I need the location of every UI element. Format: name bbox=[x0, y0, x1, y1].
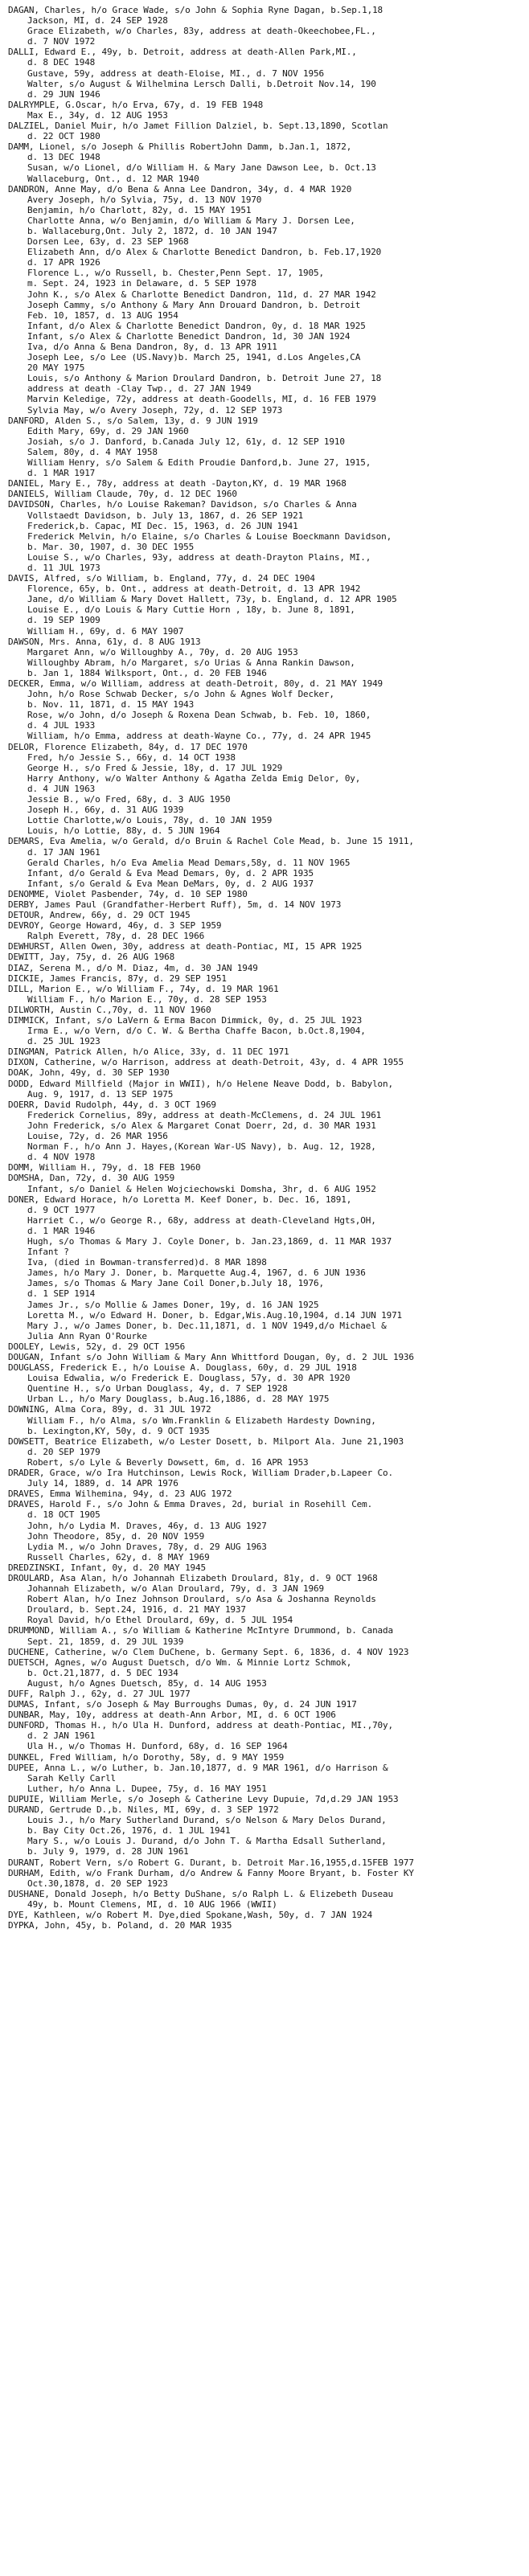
record-entry bbox=[8, 499, 523, 573]
record-heading-line: DURANT, Robert Vern, s/o Robert G. Durant, b. Detroit Mar.16,1955,d.15FEB 1977 bbox=[8, 1857, 414, 1868]
record-detail-line: Infant, d/o Alex & Charlotte Benedict Dandron, 0y, d. 18 MAR 1925 bbox=[27, 320, 366, 331]
record-detail-line: Ralph Everett, 78y, d. 28 DEC 1966 bbox=[27, 931, 205, 942]
record-detail-line: d. 4 JUL 1933 bbox=[27, 720, 96, 731]
record-detail-line: Florence L., w/o Russell, b. Chester,Penn Sept. 17, 1905, bbox=[27, 268, 324, 279]
record-heading-line: DRUMMOND, William A., s/o William & Katherine McIntyre Drummond, b. Canada bbox=[8, 1625, 393, 1636]
record-detail-line: August, h/o Agnes Duetsch, 85y, d. 14 AUG 1953 bbox=[27, 1677, 267, 1689]
record-detail-line: William H., 69y, d. 6 MAY 1907 bbox=[27, 625, 184, 637]
record-heading-line: DINGMAN, Patrick Allen, h/o Alice, 33y, d. 11 DEC 1971 bbox=[8, 1046, 289, 1058]
record-detail-line: b. Bay City Oct.26, 1976, d. 1 JUL 1941 bbox=[27, 1825, 231, 1837]
record-entry bbox=[8, 910, 523, 920]
record-heading-line: DALLI, Edward E., 49y, b. Detroit, address at death-Allen Park,MI., bbox=[8, 47, 357, 58]
record-entry bbox=[8, 984, 523, 1005]
record-detail-line: Florence, 65y, b. Ont., address at death-Detroit, d. 13 APR 1942 bbox=[27, 584, 361, 595]
record-entry bbox=[8, 1625, 523, 1646]
record-heading-line: DICKIE, James Francis, 87y, d. 29 SEP 1951 bbox=[8, 973, 227, 984]
record-heading-line: DUCHENE, Catherine, w/o Clem DuChene, b. Germany Sept. 6, 1836, d. 4 NOV 1923 bbox=[8, 1646, 409, 1657]
record-entry bbox=[8, 1794, 523, 1804]
record-entry bbox=[8, 1499, 523, 1562]
record-detail-line: d. 17 JAN 1961 bbox=[27, 846, 100, 858]
record-entry bbox=[8, 1889, 523, 1910]
record-entry bbox=[8, 573, 523, 637]
record-detail-line: b. Lexington,KY, 50y, d. 9 OCT 1935 bbox=[27, 1425, 210, 1436]
record-detail-line: Marvin Keledige, 72y, address at death-Goodells, MI, d. 16 FEB 1979 bbox=[27, 394, 376, 405]
record-detail-line: Gerald Charles, h/o Eva Amelia Mead Demars,58y, d. 11 NOV 1965 bbox=[27, 857, 351, 868]
record-detail-line: d. 7 NOV 1972 bbox=[27, 36, 96, 47]
record-entry bbox=[8, 1752, 523, 1763]
record-heading-line: DEWHURST, Allen Owen, 30y, address at death-Pontiac, MI, 15 APR 1925 bbox=[8, 941, 363, 952]
record-entry bbox=[8, 1699, 523, 1710]
record-entry bbox=[8, 1868, 523, 1889]
record-entry bbox=[8, 1436, 523, 1468]
record-detail-line: James Jr., s/o Mollie & James Doner, 19y, d. 16 JAN 1925 bbox=[27, 1299, 319, 1310]
record-detail-line: Urban L., h/o Mary Douglass, b.Aug.16,1886, d. 28 MAY 1975 bbox=[27, 1394, 330, 1405]
record-detail-line: Ula H., w/o Thomas H. Dunford, 68y, d. 16 SEP 1964 bbox=[27, 1741, 288, 1752]
record-entry bbox=[8, 1489, 523, 1499]
record-detail-line: d. 1 MAR 1917 bbox=[27, 468, 96, 479]
record-detail-line: Vollstaedt Davidson, b. July 13, 1867, d. 26 SEP 1921 bbox=[27, 510, 304, 521]
record-detail-line: Avery Joseph, h/o Sylvia, 75y, d. 13 NOV 1970 bbox=[27, 194, 262, 205]
record-detail-line: Elizabeth Ann, d/o Alex & Charlotte Benedict Dandron, b. Feb.17,1920 bbox=[27, 247, 382, 258]
record-detail-line: Robert, s/o Lyle & Beverly Dowsett, 6m, d. 16 APR 1953 bbox=[27, 1456, 309, 1468]
record-detail-line: Johannah Elizabeth, w/o Alan Droulard, 79y, d. 3 JAN 1969 bbox=[27, 1583, 324, 1595]
record-detail-line: Mary J., w/o James Doner, b. Dec.11,1871, d. 1 NOV 1949,d/o Michael & bbox=[27, 1320, 387, 1331]
record-detail-line: John Theodore, 85y, d. 20 NOV 1959 bbox=[27, 1530, 205, 1542]
record-heading-line: DOOLEY, Lewis, 52y, d. 29 OCT 1956 bbox=[8, 1341, 186, 1352]
record-heading-line: DRAVES, Harold F., s/o John & Emma Draves, 2d, burial in Rosehill Cem. bbox=[8, 1499, 373, 1510]
record-detail-line: Aug. 9, 1917, d. 13 SEP 1975 bbox=[27, 1088, 174, 1100]
record-heading-line: DALRYMPLE, G.Oscar, h/o Erva, 67y, d. 19 FEB 1948 bbox=[8, 99, 264, 110]
record-entry bbox=[8, 1920, 523, 1931]
record-heading-line: DUNFORD, Thomas H., h/o Ula H. Dunford, address at death-Pontiac, MI.,70y, bbox=[8, 1720, 393, 1731]
record-entry bbox=[8, 836, 523, 888]
record-detail-line: Frederick Cornelius, 89y, address at death-McClemens, d. 24 JUL 1961 bbox=[27, 1109, 382, 1120]
record-detail-line: Iva, (died in Bowman-transferred)d. 8 MAR 1898 bbox=[27, 1257, 267, 1268]
record-detail-line: Margaret Ann, w/o Willoughby A., 70y, d. 20 AUG 1953 bbox=[27, 646, 298, 657]
record-detail-line: Loretta M., w/o Edward H. Doner, b. Edgar,Wis.Aug.10,1904, d.14 JUN 1971 bbox=[27, 1309, 403, 1321]
record-detail-line: Hugh, s/o Thomas & Mary J. Coyle Doner, b. Jan.23,1869, d. 11 MAR 1937 bbox=[27, 1235, 392, 1247]
record-entry bbox=[8, 1194, 523, 1341]
record-heading-line: DRAVES, Emma Wilhemina, 94y, d. 23 AUG 1972 bbox=[8, 1489, 232, 1500]
record-detail-line: William F., h/o Marion E., 70y, d. 28 SEP 1953 bbox=[27, 993, 267, 1005]
record-detail-line: address at death -Clay Twp., d. 27 JAN 1949 bbox=[27, 383, 252, 395]
record-entry bbox=[8, 889, 523, 899]
record-entry bbox=[8, 1015, 523, 1046]
record-detail-line: William F., h/o Alma, s/o Wm.Franklin & Elizabeth Hardesty Downing, bbox=[27, 1415, 376, 1426]
record-entry bbox=[8, 637, 523, 678]
record-heading-line: DALZIEL, Daniel Muir, h/o Jamet Fillion Dalziel, b. Sept.13,1890, Scotlan bbox=[8, 121, 388, 132]
record-heading-line: DENOMME, Violet Pasbender, 74y, d. 10 SEP 1980 bbox=[8, 888, 248, 899]
record-detail-line: Infant, d/o Gerald & Eva Mead Demars, 0y, d. 2 APR 1935 bbox=[27, 867, 314, 878]
record-detail-line: Willoughby Abram, h/o Margaret, s/o Urias & Anna Rankin Dawson, bbox=[27, 657, 355, 668]
record-detail-line: Irma E., w/o Vern, d/o C. W. & Bertha Chaffe Bacon, b.Oct.8,1904, bbox=[27, 1026, 366, 1037]
record-heading-line: DEMARS, Eva Amelia, w/o Gerald, d/o Bruin & Rachel Cole Mead, b. June 15 1911, bbox=[8, 836, 414, 847]
record-detail-line: Joseph Lee, s/o Lee (US.Navy)b. March 25, 1941, d.Los Angeles,CA bbox=[27, 352, 361, 363]
record-detail-line: b. July 9, 1979, d. 28 JUN 1961 bbox=[27, 1846, 189, 1857]
record-heading-line: DOMM, William H., 79y, d. 18 FEB 1960 bbox=[8, 1162, 201, 1173]
record-heading-line: DROULARD, Asa Alan, h/o Johannah Elizabeth Droulard, 81y, d. 9 OCT 1968 bbox=[8, 1572, 378, 1583]
record-heading-line: DOWNING, Alma Cora, 89y, d. 31 JUL 1972 bbox=[8, 1404, 211, 1415]
record-heading-line: DREDZINSKI, Infant, 0y, d. 20 MAY 1945 bbox=[8, 1562, 206, 1573]
record-detail-line: Jackson, MI, d. 24 SEP 1928 bbox=[27, 15, 168, 27]
record-entry bbox=[8, 489, 523, 499]
record-entry bbox=[8, 1162, 523, 1173]
record-detail-line: James, h/o Mary J. Doner, b. Marquette Aug.4, 1967, d. 6 JUN 1936 bbox=[27, 1268, 366, 1279]
record-entry bbox=[8, 941, 523, 952]
record-heading-line: DUETSCH, Agnes, w/o August Duetsch, d/o Wm. & Minnie Lortz Schmok, bbox=[8, 1657, 352, 1668]
record-detail-line: Louise S., w/o Charles, 93y, address at death-Drayton Plains, MI., bbox=[27, 551, 371, 563]
record-entry bbox=[8, 1689, 523, 1699]
record-detail-line: b. Oct.21,1877, d. 5 DEC 1934 bbox=[27, 1667, 178, 1678]
record-detail-line: Charlotte Anna, w/o Benjamin, d/o William & Mary J. Dorsen Lee, bbox=[27, 215, 355, 226]
record-heading-line: DURHAM, Edith, w/o Frank Durham, d/o Andrew & Fanny Moore Bryant, b. Foster KY bbox=[8, 1867, 414, 1878]
record-heading-line: DUSHANE, Donald Joseph, h/o Betty DuShane, s/o Ralph L. & Elizebeth Duseau bbox=[8, 1888, 393, 1899]
record-detail-line: Mary S., w/o Louis J. Durand, d/o John T. & Martha Edsall Sutherland, bbox=[27, 1836, 387, 1847]
record-detail-line: Grace Elizabeth, w/o Charles, 83y, address at death-Okeechobee,FL., bbox=[27, 26, 376, 37]
record-entry bbox=[8, 1362, 523, 1404]
record-entry bbox=[8, 1079, 523, 1100]
record-heading-line: DAGAN, Charles, h/o Grace Wade, s/o John & Sophia Ryne Dagan, b.Sep.1,18 bbox=[8, 5, 383, 15]
record-heading-line: DUPUIE, William Merle, s/o Joseph & Catherine Levy Dupuie, 7d,d.29 JAN 1953 bbox=[8, 1793, 399, 1804]
record-heading-line: DOAK, John, 49y, d. 30 SEP 1930 bbox=[8, 1067, 170, 1079]
record-detail-line: d. 17 APR 1926 bbox=[27, 257, 100, 268]
record-entry bbox=[8, 100, 523, 121]
record-heading-line: DOMSHA, Dan, 72y, d. 30 AUG 1959 bbox=[8, 1173, 175, 1184]
record-heading-line: DILL, Marion E., w/o William F., 74y, d. 19 MAR 1961 bbox=[8, 983, 279, 994]
record-detail-line: Lydia M., w/o John Draves, 78y, d. 29 AUG 1963 bbox=[27, 1541, 267, 1552]
record-detail-line: d. 29 JUN 1946 bbox=[27, 88, 100, 100]
record-detail-line: William, h/o Emma, address at death-Wayne Co., 77y, d. 24 APR 1945 bbox=[27, 731, 371, 742]
record-detail-line: Josiah, s/o J. Danford, b.Canada July 12, 61y, d. 12 SEP 1910 bbox=[27, 436, 345, 447]
record-detail-line: William Henry, s/o Salem & Edith Proudie Danford,b. June 27, 1915, bbox=[27, 457, 371, 469]
record-heading-line: DAWSON, Mrs. Anna, 61y, d. 8 AUG 1913 bbox=[8, 636, 201, 647]
record-detail-line: Louis J., h/o Mary Sutherland Durand, s/o Nelson & Mary Delos Durand, bbox=[27, 1815, 387, 1826]
record-entry bbox=[8, 1352, 523, 1362]
record-detail-line: Infant, s/o Gerald & Eva Mean DeMars, 0y, d. 2 AUG 1937 bbox=[27, 878, 314, 889]
record-detail-line: Quentine H., s/o Urban Douglass, 4y, d. 7 SEP 1928 bbox=[27, 1383, 288, 1394]
record-heading-line: DUPEE, Anna L., w/o Luther, b. Jan.10,1877, d. 9 MAR 1961, d/o Harrison & bbox=[8, 1762, 388, 1773]
record-entry bbox=[8, 1710, 523, 1720]
record-detail-line: Edith Mary, 69y, d. 29 JAN 1960 bbox=[27, 425, 189, 436]
record-entry bbox=[8, 678, 523, 742]
record-detail-line: b. Wallaceburg,Ont. July 2, 1872, d. 10 JAN 1947 bbox=[27, 225, 277, 236]
record-entry bbox=[8, 1910, 523, 1920]
record-detail-line: d. 18 OCT 1905 bbox=[27, 1509, 100, 1521]
record-entry bbox=[8, 952, 523, 962]
record-heading-line: DOUGAN, Infant s/o John William & Mary Ann Whittford Dougan, 0y, d. 2 JUL 1936 bbox=[8, 1352, 414, 1362]
record-detail-line: d. 1 MAR 1946 bbox=[27, 1225, 96, 1236]
record-entry bbox=[8, 184, 523, 416]
record-entry bbox=[8, 899, 523, 910]
record-detail-line: John K., s/o Alex & Charlotte Benedict Dandron, 11d, d. 27 MAR 1942 bbox=[27, 289, 376, 300]
record-entry bbox=[8, 1046, 523, 1057]
record-heading-line: DANFORD, Alden S., s/o Salem, 13y, d. 9 JUN 1919 bbox=[8, 415, 258, 426]
record-detail-line: Fred, h/o Jessie S., 66y, d. 14 OCT 1938 bbox=[27, 752, 236, 763]
record-entry bbox=[8, 1804, 523, 1857]
record-detail-line: John Frederick, s/o Alex & Margaret Conat Doerr, 2d, d. 30 MAR 1931 bbox=[27, 1120, 376, 1131]
record-detail-line: Joseph H., 66y, d. 31 AUG 1939 bbox=[27, 805, 184, 816]
record-detail-line: d. 25 JUL 1923 bbox=[27, 1036, 100, 1047]
record-entry bbox=[8, 920, 523, 941]
record-detail-line: Robert Alan, h/o Inez Johnson Droulard, s/o Asa & Joshanna Reynolds bbox=[27, 1594, 376, 1605]
record-detail-line: Infant, s/o Alex & Charlotte Benedict Dandron, 1d, 30 JAN 1924 bbox=[27, 330, 351, 342]
record-entry bbox=[8, 1005, 523, 1015]
record-detail-line: d. 8 DEC 1948 bbox=[27, 57, 96, 68]
record-entry bbox=[8, 5, 523, 47]
record-detail-line: Droulard, b. Sept.24, 1916, d. 21 MAY 1937 bbox=[27, 1604, 246, 1616]
record-detail-line: Rose, w/o John, d/o Joseph & Roxena Dean Schwab, b. Feb. 10, 1860, bbox=[27, 710, 371, 721]
record-heading-line: DILWORTH, Austin C.,70y, d. 11 NOV 1960 bbox=[8, 1004, 211, 1015]
record-detail-line: Sylvia May, w/o Avery Joseph, 72y, d. 12 SEP 1973 bbox=[27, 404, 283, 416]
record-heading-line: DEWITT, Jay, 75y, d. 26 AUG 1968 bbox=[8, 952, 175, 963]
record-heading-line: DELOR, Florence Elizabeth, 84y, d. 17 DEC 1970 bbox=[8, 741, 248, 752]
record-detail-line: d. 19 SEP 1909 bbox=[27, 615, 100, 626]
record-detail-line: d. 11 JUL 1973 bbox=[27, 562, 100, 573]
record-detail-line: Joseph Cammy, s/o Anthony & Mary Ann Drouard Dandron, b. Detroit bbox=[27, 299, 361, 310]
record-entry bbox=[8, 478, 523, 489]
record-heading-line: DETOUR, Andrew, 66y, d. 29 OCT 1945 bbox=[8, 910, 191, 921]
record-heading-line: DUMAS, Infant, s/o Joseph & May Burroughs Dumas, 0y, d. 24 JUN 1917 bbox=[8, 1699, 357, 1710]
record-entry bbox=[8, 1404, 523, 1435]
record-detail-line: Lottie Charlotte,w/o Louis, 78y, d. 10 JAN 1959 bbox=[27, 815, 273, 826]
record-entry bbox=[8, 742, 523, 837]
record-detail-line: Infant ? bbox=[27, 1247, 69, 1258]
record-detail-line: John, h/o Lydia M. Draves, 46y, d. 13 AUG 1927 bbox=[27, 1520, 267, 1531]
record-heading-line: DANIEL, Mary E., 78y, address at death -Dayton,KY, d. 19 MAR 1968 bbox=[8, 478, 347, 489]
record-detail-line: John, h/o Rose Schwab Decker, s/o John & Agnes Wolf Decker, bbox=[27, 689, 334, 700]
record-heading-line: DODD, Edward Millfield (Major in WWII), h/o Helene Neave Dodd, b. Babylon, bbox=[8, 1078, 393, 1089]
record-entry bbox=[8, 1173, 523, 1194]
record-detail-line: Frederick,b. Capac, MI Dec. 15, 1963, d. 26 JUN 1941 bbox=[27, 520, 298, 531]
record-entry bbox=[8, 1857, 523, 1868]
record-detail-line: Feb. 10, 1857, d. 13 AUG 1954 bbox=[27, 309, 178, 321]
record-detail-line: Norman F., h/o Ann J. Hayes,(Korean War-US Navy), b. Aug. 12, 1928, bbox=[27, 1141, 376, 1153]
record-entry bbox=[8, 1720, 523, 1751]
record-detail-line: b. Nov. 11, 1871, d. 15 MAY 1943 bbox=[27, 699, 195, 711]
record-heading-line: DIXON, Catherine, w/o Harrison, address at death-Detroit, 43y, d. 4 APR 1955 bbox=[8, 1057, 404, 1068]
record-detail-line: Gustave, 59y, address at death-Eloise, MI., d. 7 NOV 1956 bbox=[27, 68, 324, 79]
record-heading-line: DURAND, Gertrude D.,b. Niles, MI, 69y, d. 3 SEP 1972 bbox=[8, 1804, 279, 1816]
record-detail-line: Benjamin, h/o Charlott, 82y, d. 15 MAY 1951 bbox=[27, 204, 252, 215]
record-detail-line: Royal David, h/o Ethel Droulard, 69y, d. 5 JUL 1954 bbox=[27, 1615, 293, 1626]
record-heading-line: DERBY, James Paul (Grandfather-Herbert Ruff), 5m, d. 14 NOV 1973 bbox=[8, 899, 342, 910]
record-detail-line: Jessie B., w/o Fred, 68y, d. 3 AUG 1950 bbox=[27, 794, 231, 805]
record-entry bbox=[8, 1100, 523, 1163]
record-heading-line: DAMM, Lionel, s/o Joseph & Phillis RobertJohn Damm, b.Jan.1, 1872, bbox=[8, 141, 352, 153]
record-heading-line: DECKER, Emma, w/o William, address at death-Detroit, 80y, d. 21 MAY 1949 bbox=[8, 678, 383, 689]
record-detail-line: Luther, h/o Anna L. Dupee, 75y, d. 16 MAY 1951 bbox=[27, 1783, 267, 1794]
record-detail-line: Oct.30,1878, d. 20 SEP 1923 bbox=[27, 1878, 168, 1889]
record-heading-line: DOWSETT, Beatrice Elizabeth, w/o Lester Dosett, b. Milport Ala. June 21,1903 bbox=[8, 1435, 404, 1447]
record-entry bbox=[8, 1657, 523, 1689]
record-entry bbox=[8, 1341, 523, 1352]
record-detail-line: d. 4 JUN 1963 bbox=[27, 783, 96, 794]
record-entry bbox=[8, 1647, 523, 1657]
record-detail-line: Louis, s/o Anthony & Marion Droulard Dandron, b. Detroit June 27, 18 bbox=[27, 373, 382, 384]
record-detail-line: d. 2 JAN 1961 bbox=[27, 1730, 96, 1742]
record-heading-line: DEVROY, George Howard, 46y, d. 3 SEP 1959 bbox=[8, 920, 222, 932]
record-detail-line: m. Sept. 24, 1923 in Delaware, d. 5 SEP 1978 bbox=[27, 278, 256, 289]
record-detail-line: Dorsen Lee, 63y, d. 23 SEP 1968 bbox=[27, 236, 189, 248]
record-detail-line: July 14, 1889, d. 14 APR 1976 bbox=[27, 1478, 178, 1489]
record-detail-line: Max E., 34y, d. 12 AUG 1953 bbox=[27, 109, 168, 121]
record-detail-line: James, s/o Thomas & Mary Jane Coil Doner,b.July 18, 1976, bbox=[27, 1278, 324, 1289]
record-detail-line: d. 4 NOV 1978 bbox=[27, 1152, 96, 1163]
record-detail-line: Infant, s/o Daniel & Helen Wojciechowski Domsha, 3hr, d. 6 AUG 1952 bbox=[27, 1183, 376, 1194]
record-entry bbox=[8, 47, 523, 99]
record-detail-line: d. 13 DEC 1948 bbox=[27, 152, 100, 163]
record-heading-line: DAVIDSON, Charles, h/o Louise Rakeman? Davidson, s/o Charles & Anna bbox=[8, 499, 357, 510]
record-detail-line: Louisa Edwalia, w/o Frederick E. Douglass, 57y, d. 30 APR 1920 bbox=[27, 1373, 351, 1384]
record-detail-line: 49y, b. Mount Clemens, MI, d. 10 AUG 1966 (WWII) bbox=[27, 1898, 277, 1910]
record-detail-line: George H., s/o Fred & Jessie, 18y, d. 17 JUL 1929 bbox=[27, 762, 283, 773]
record-detail-line: d. 9 OCT 1977 bbox=[27, 1204, 96, 1215]
record-heading-line: DANDRON, Anne May, d/o Bena & Anna Lee Dandron, 34y, d. 4 MAR 1920 bbox=[8, 183, 352, 195]
record-heading-line: DUFF, Ralph J., 62y, d. 27 JUL 1977 bbox=[8, 1689, 191, 1699]
record-detail-line: d. 20 SEP 1979 bbox=[27, 1446, 100, 1457]
record-detail-line: Harry Anthony, w/o Walter Anthony & Agatha Zelda Emig Delor, 0y, bbox=[27, 772, 361, 784]
record-heading-line: DANIELS, William Claude, 70y, d. 12 DEC 1960 bbox=[8, 489, 237, 500]
record-heading-line: DOUGLASS, Frederick E., h/o Louise A. Douglass, 60y, d. 29 JUL 1918 bbox=[8, 1362, 357, 1374]
record-entry bbox=[8, 963, 523, 973]
record-entry bbox=[8, 1573, 523, 1625]
record-heading-line: DRADER, Grace, w/o Ira Hutchinson, Lewis Rock, William Drader,b.Lapeer Co. bbox=[8, 1468, 393, 1479]
record-entry bbox=[8, 416, 523, 479]
record-heading-line: DONER, Edward Horace, h/o Loretta M. Keef Doner, b. Dec. 16, 1891, bbox=[8, 1194, 352, 1205]
record-detail-line: d. 22 OCT 1980 bbox=[27, 131, 100, 142]
record-detail-line: Harriet C., w/o George R., 68y, address at death-Cleveland Hgts,OH, bbox=[27, 1214, 376, 1226]
record-detail-line: Iva, d/o Anna & Bena Dandron, 8y, d. 13 APR 1911 bbox=[27, 342, 277, 352]
record-entry bbox=[8, 1057, 523, 1067]
record-detail-line: d. 1 SEP 1914 bbox=[27, 1288, 96, 1300]
record-detail-line: Walter, s/o August & Wilhelmina Lersch Dalli, b.Detroit Nov.14, 190 bbox=[27, 78, 376, 89]
record-entry bbox=[8, 141, 523, 183]
record-detail-line: Louise E., d/o Louis & Mary Cuttie Horn , 18y, b. June 8, 1891, bbox=[27, 604, 355, 616]
record-detail-line: b. Mar. 30, 1907, d. 30 DEC 1955 bbox=[27, 541, 195, 552]
record-detail-line: b. Jan 1, 1884 Wilksport, Ont., d. 20 FEB 1946 bbox=[27, 667, 267, 678]
record-heading-line: DAVIS, Alfred, s/o William, b. England, 77y, d. 24 DEC 1904 bbox=[8, 573, 315, 584]
record-entry bbox=[8, 1562, 523, 1573]
record-detail-line: Sarah Kelly Carll bbox=[27, 1772, 117, 1784]
record-entry bbox=[8, 1468, 523, 1489]
record-detail-line: 20 MAY 1975 bbox=[27, 362, 85, 374]
record-detail-line: Frederick Melvin, h/o Elaine, s/o Charles & Louise Boeckmann Davidson, bbox=[27, 530, 392, 542]
record-detail-line: Wallaceburg, Ont., d. 12 MAR 1940 bbox=[27, 173, 199, 184]
record-detail-line: Susan, w/o Lionel, d/o William H. & Mary Jane Dawson Lee, b. Oct.13 bbox=[27, 162, 376, 174]
record-detail-line: Louise, 72y, d. 26 MAR 1956 bbox=[27, 1131, 168, 1142]
record-entry bbox=[8, 973, 523, 984]
record-heading-line: DYE, Kathleen, w/o Robert M. Dye,died Spokane,Wash, 50y, d. 7 JAN 1924 bbox=[8, 1909, 373, 1920]
record-detail-line: Salem, 80y, d. 4 MAY 1958 bbox=[27, 446, 158, 457]
record-heading-line: DUNKEL, Fred William, h/o Dorothy, 58y, d. 9 MAY 1959 bbox=[8, 1751, 285, 1763]
record-detail-line: Julia Ann Ryan O'Rourke bbox=[27, 1330, 147, 1341]
record-heading-line: DYPKA, John, 45y, b. Poland, d. 20 MAR 1935 bbox=[8, 1920, 232, 1931]
record-detail-line: Jane, d/o William & Mary Dovet Hallett, 73y, b. England, d. 12 APR 1905 bbox=[27, 594, 397, 605]
record-detail-line: Sept. 21, 1859, d. 29 JUL 1939 bbox=[27, 1636, 184, 1647]
record-entry bbox=[8, 1067, 523, 1078]
record-heading-line: DIAZ, Serena M., d/o M. Diaz, 4m, d. 30 JAN 1949 bbox=[8, 962, 258, 973]
record-heading-line: DOERR, David Rudolph, 44y, d. 3 OCT 1969 bbox=[8, 1099, 216, 1110]
record-entry bbox=[8, 121, 523, 141]
record-heading-line: DIMMICK, Infant, s/o LaVern & Erma Bacon Dimmick, 0y, d. 25 JUL 1923 bbox=[8, 1015, 363, 1026]
record-entry bbox=[8, 1763, 523, 1794]
record-detail-line: Louis, h/o Lottie, 88y, d. 5 JUN 1964 bbox=[27, 825, 220, 837]
record-detail-line: Russell Charles, 62y, d. 8 MAY 1969 bbox=[27, 1551, 210, 1562]
record-heading-line: DUNBAR, May, 10y, address at death-Ann Arbor, MI, d. 6 OCT 1906 bbox=[8, 1710, 336, 1721]
